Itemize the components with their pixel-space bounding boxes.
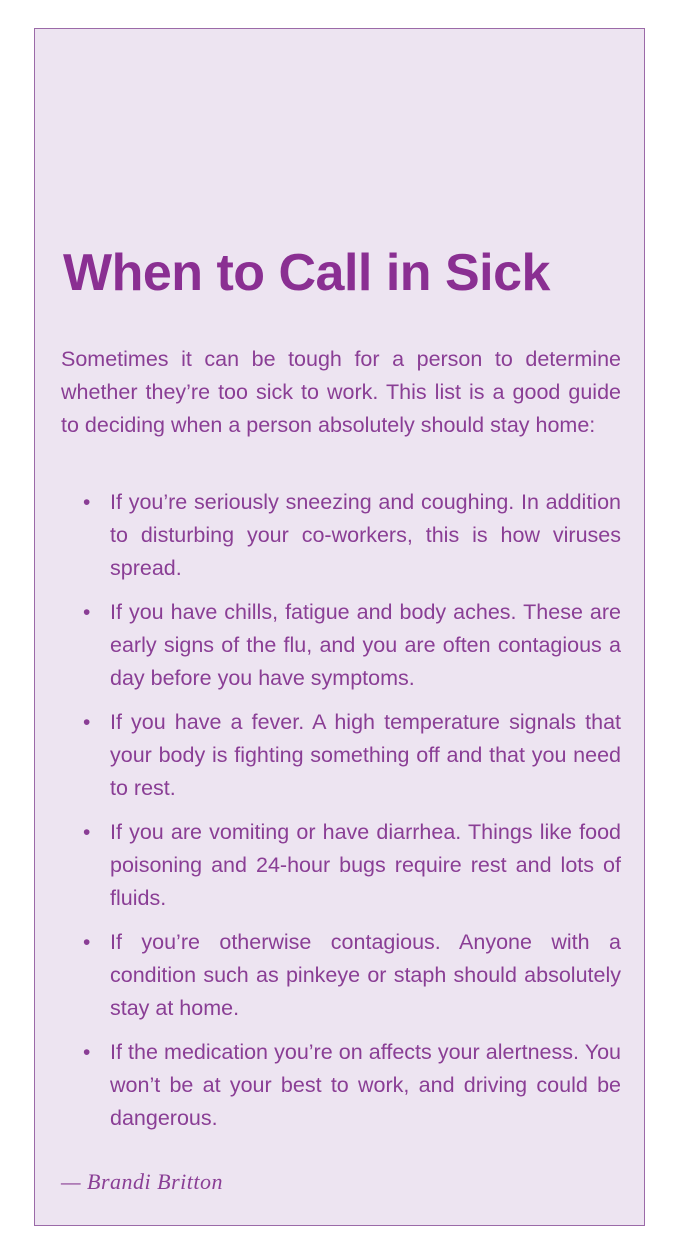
list-item-text: If you’re otherwise contagious. Anyone with a condition such as pinkeye or staph should absolutely stay at home. xyxy=(110,930,621,1020)
bullet-icon: • xyxy=(83,711,91,734)
bullet-icon: • xyxy=(83,821,91,844)
bullet-icon: • xyxy=(83,1041,91,1064)
list-item xyxy=(61,926,621,1025)
author-byline: — Brandi Britton xyxy=(61,1169,224,1194)
list-item xyxy=(61,706,621,805)
bullet-icon: • xyxy=(83,491,91,514)
list-item xyxy=(61,816,621,915)
list-item xyxy=(61,1036,621,1135)
list-item-text: If you have chills, fatigue and body aches. These are early signs of the flu, and you are often contagious a day before you have symptoms. xyxy=(110,600,621,690)
article-intro: Sometimes it can be tough for a person to determine whether they’re too sick to work. This list is a good guide to deciding when a person absolutely should stay home: xyxy=(61,347,621,437)
bullet-icon: • xyxy=(83,601,91,624)
article-title: When to Call in Sick xyxy=(63,244,550,302)
list-item xyxy=(61,596,621,695)
list-item-text: If you’re seriously sneezing and coughing. In addition to disturbing your co-workers, this is how viruses spread. xyxy=(110,490,621,580)
list-item-text: If you are vomiting or have diarrhea. Things like food poisoning and 24-hour bugs require rest and lots of fluids. xyxy=(110,820,621,910)
tips-list xyxy=(61,486,621,1146)
bullet-icon: • xyxy=(83,931,91,954)
list-item xyxy=(61,486,621,585)
list-item-text: If the medication you’re on affects your alertness. You won’t be at your best to work, and driving could be dangerous. xyxy=(110,1040,621,1130)
list-item-text: If you have a fever. A high temperature signals that your body is fighting something off and that you need to rest. xyxy=(110,710,621,800)
article-card xyxy=(34,28,645,1226)
